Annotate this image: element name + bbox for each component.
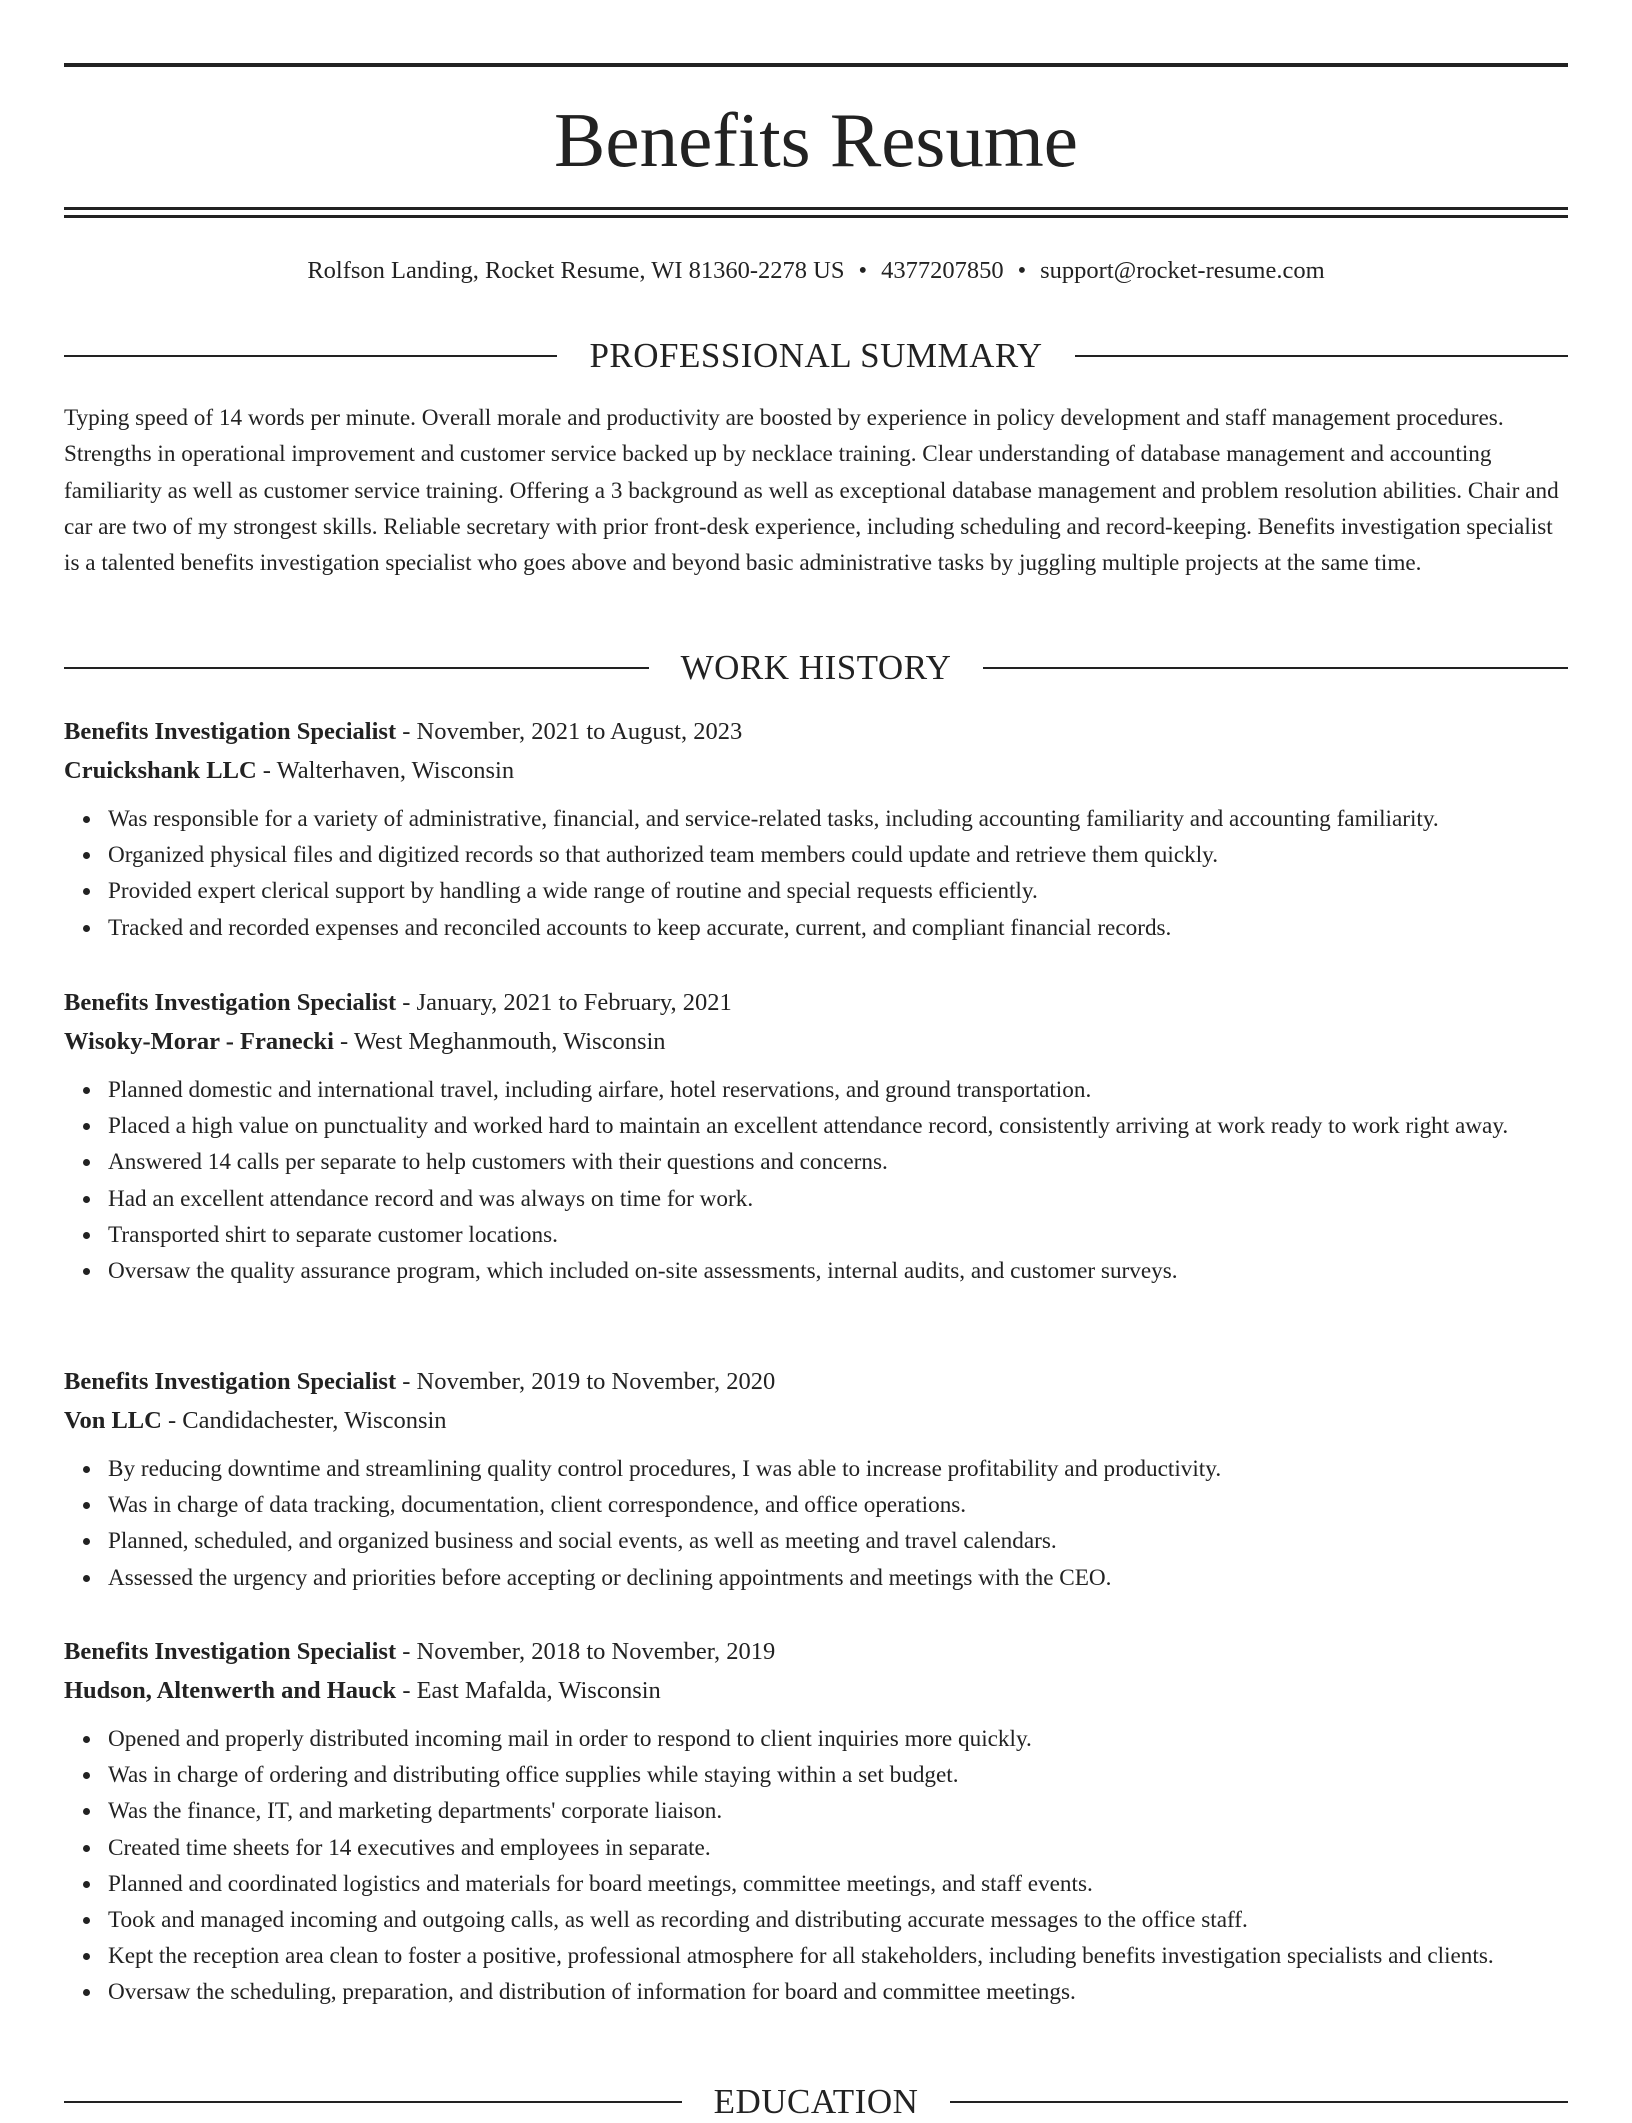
section-rule-right (950, 2101, 1568, 2103)
list-item: Planned and coordinated logistics and materials for board meetings, committee meetings, and staff events. (108, 1866, 1568, 1902)
job-entry (64, 983, 1568, 1289)
section-rule-left (64, 667, 649, 669)
contact-separator: • (1017, 257, 1027, 284)
list-item: Tracked and recorded expenses and reconciled accounts to keep accurate, current, and compliant financial records. (108, 910, 1568, 946)
list-item: Kept the reception area clean to foster a positive, professional atmosphere for all stakeholders, including benefits investigation specialists and clients. (108, 1938, 1568, 1974)
job-title-line (64, 983, 1568, 1022)
job-location: - West Meghanmouth, Wisconsin (333, 1028, 666, 1055)
section-title: WORK HISTORY (680, 648, 952, 687)
job-dates: - January, 2021 to February, 2021 (396, 989, 732, 1016)
job-bullets (64, 1451, 1568, 1596)
list-item: Transported shirt to separate customer locations. (108, 1217, 1568, 1253)
job-title-line (64, 1362, 1568, 1401)
job-bullets (64, 1721, 1568, 2011)
contact-email: support@rocket-resume.com (1040, 257, 1325, 284)
job-company-line (64, 1401, 1568, 1440)
job-company-line (64, 751, 1568, 790)
section-rule-right (1075, 355, 1568, 357)
contact-separator: • (858, 257, 868, 284)
list-item: Opened and properly distributed incoming mail in order to respond to client inquiries more quickly. (108, 1721, 1568, 1757)
job-title: Benefits Investigation Specialist (64, 718, 397, 745)
job-location: - East Mafalda, Wisconsin (396, 1677, 661, 1704)
section-heading-summary (64, 335, 1568, 377)
job-bullets (64, 801, 1568, 946)
job-company-line (64, 1671, 1568, 1710)
section-rule-right (983, 667, 1568, 669)
job-title-line (64, 1632, 1568, 1671)
job-title-line (64, 712, 1568, 751)
list-item: Created time sheets for 14 executives and employees in separate. (108, 1830, 1568, 1866)
list-item: Assessed the urgency and priorities before accepting or declining appointments and meetings with the CEO. (108, 1560, 1568, 1596)
job-entry (64, 1362, 1568, 1596)
job-bullets (64, 1072, 1568, 1289)
job-company: Von LLC (64, 1407, 162, 1434)
job-entry (64, 1632, 1568, 2011)
job-location: - Candidachester, Wisconsin (161, 1407, 447, 1434)
header-top-rule (64, 63, 1568, 67)
summary-text: Typing speed of 14 words per minute. Overall morale and productivity are boosted by experience in policy development and staff management procedures. Strengths in operational improvement and customer service backed up by necklace training. Clear understanding of database management and accounting familiarity as well as customer service training. Offering a 3 background as well as exceptional database management and problem resolution abilities. Chair and car are two of my strongest skills. Reliable secretary with prior front-desk experience, including scheduling and record-keeping. Benefits investigation specialist is a talented benefits investigation specialist who goes above and beyond basic administrative tasks by juggling multiple projects at the same time. (64, 405, 1559, 577)
page-title: Benefits Resume (554, 97, 1078, 183)
list-item: Planned domestic and international travel, including airfare, hotel reservations, and ground transportation. (108, 1072, 1568, 1108)
list-item: By reducing downtime and streamlining quality control procedures, I was able to increase profitability and productivity. (108, 1451, 1568, 1487)
contact-phone: 4377207850 (881, 257, 1004, 284)
list-item: Was responsible for a variety of administrative, financial, and service-related tasks, including accounting familiarity and accounting familiarity. (108, 801, 1568, 837)
section-heading-education (64, 2081, 1568, 2123)
list-item: Oversaw the quality assurance program, which included on-site assessments, internal audits, and customer surveys. (108, 1253, 1568, 1289)
job-company: Cruickshank LLC (64, 757, 257, 784)
list-item: Was in charge of data tracking, documentation, client correspondence, and office operations. (108, 1487, 1568, 1523)
contact-line (64, 254, 1568, 288)
job-dates: - November, 2018 to November, 2019 (396, 1638, 776, 1665)
job-dates: - November, 2021 to August, 2023 (396, 718, 743, 745)
job-dates: - November, 2019 to November, 2020 (396, 1368, 776, 1395)
list-item: Took and managed incoming and outgoing calls, as well as recording and distributing accurate messages to the office staff. (108, 1902, 1568, 1938)
job-title: Benefits Investigation Specialist (64, 1368, 397, 1395)
job-location: - Walterhaven, Wisconsin (256, 757, 515, 784)
section-title: PROFESSIONAL SUMMARY (589, 336, 1043, 375)
list-item: Oversaw the scheduling, preparation, and distribution of information for board and committee meetings. (108, 1974, 1568, 2010)
section-rule-left (64, 2101, 682, 2103)
header-bottom-rule-upper (64, 207, 1568, 210)
list-item: Provided expert clerical support by handling a wide range of routine and special requests efficiently. (108, 873, 1568, 909)
job-title: Benefits Investigation Specialist (64, 1638, 397, 1665)
list-item: Placed a high value on punctuality and worked hard to maintain an excellent attendance record, consistently arriving at work ready to work right away. (108, 1108, 1568, 1144)
contact-address: Rolfson Landing, Rocket Resume, WI 81360-2278 US (307, 257, 845, 284)
section-heading-work-history (64, 647, 1568, 689)
job-company: Wisoky-Morar - Franecki (64, 1028, 334, 1055)
list-item: Had an excellent attendance record and was always on time for work. (108, 1181, 1568, 1217)
job-entry (64, 712, 1568, 946)
list-item: Answered 14 calls per separate to help customers with their questions and concerns. (108, 1144, 1568, 1180)
header-bottom-rule-lower (64, 215, 1568, 218)
section-rule-left (64, 355, 557, 357)
list-item: Was in charge of ordering and distributing office supplies while staying within a set budget. (108, 1757, 1568, 1793)
job-company: Hudson, Altenwerth and Hauck (64, 1677, 397, 1704)
section-title: EDUCATION (713, 2082, 919, 2121)
list-item: Organized physical files and digitized records so that authorized team members could update and retrieve them quickly. (108, 837, 1568, 873)
list-item: Was the finance, IT, and marketing departments' corporate liaison. (108, 1793, 1568, 1829)
list-item: Planned, scheduled, and organized business and social events, as well as meeting and travel calendars. (108, 1523, 1568, 1559)
job-title: Benefits Investigation Specialist (64, 989, 397, 1016)
job-company-line (64, 1022, 1568, 1061)
